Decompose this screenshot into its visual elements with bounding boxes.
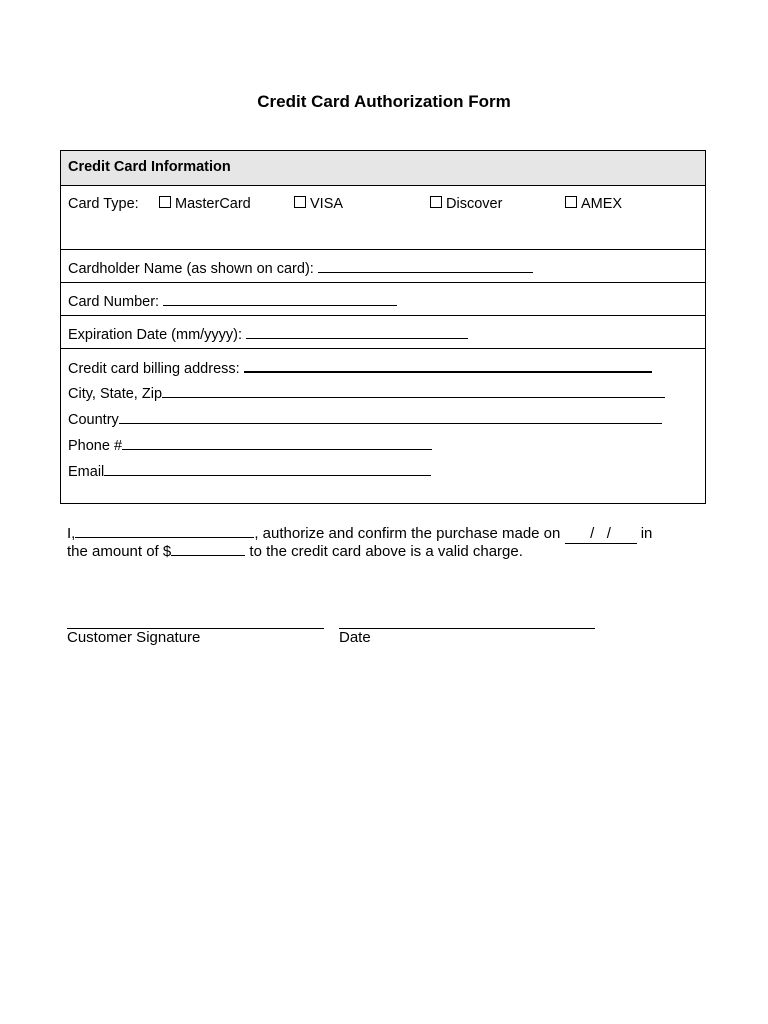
country-line — [68, 409, 705, 435]
authorization-line-2 — [67, 541, 707, 561]
checkbox-icon[interactable] — [430, 196, 442, 208]
credit-card-info-table — [60, 150, 706, 504]
card-option-label: MasterCard — [175, 196, 251, 212]
country-field[interactable] — [119, 409, 662, 424]
city-state-zip-line — [68, 383, 705, 409]
card-option-label: AMEX — [581, 196, 623, 212]
card-option-label: Discover — [446, 196, 503, 212]
card-option-visa[interactable] — [294, 196, 343, 212]
customer-name-field[interactable] — [75, 523, 254, 538]
city-state-zip-field[interactable] — [162, 383, 665, 398]
email-label: Email — [68, 464, 105, 480]
auth-text-part5: to the credit card above is a valid charge. — [249, 543, 523, 560]
card-number-field[interactable] — [163, 291, 397, 306]
email-line — [68, 461, 705, 487]
phone-line — [68, 435, 705, 461]
customer-signature-label: Customer Signature — [67, 629, 201, 646]
auth-text-part4: the amount of $ — [67, 543, 172, 560]
card-type-row — [61, 185, 705, 249]
country-label: Country — [68, 412, 119, 428]
auth-text-part2: , authorize and confirm the purchase made on — [254, 525, 561, 542]
card-number-row — [61, 282, 705, 315]
checkbox-icon[interactable] — [294, 196, 306, 208]
checkbox-icon[interactable] — [159, 196, 171, 208]
billing-address-label: Credit card billing address: — [68, 361, 240, 377]
auth-text-part3: in — [640, 525, 653, 542]
card-option-amex[interactable] — [565, 196, 622, 212]
email-field[interactable] — [104, 461, 431, 476]
billing-address-line — [68, 357, 705, 383]
expiration-date-field[interactable] — [246, 324, 468, 339]
card-option-label: VISA — [310, 196, 344, 212]
auth-text-part1: I, — [67, 525, 76, 542]
city-state-zip-label: City, State, Zip — [68, 386, 163, 402]
purchase-date-field[interactable]: / / — [565, 525, 637, 544]
checkbox-icon[interactable] — [565, 196, 577, 208]
billing-address-field[interactable] — [244, 357, 652, 373]
card-number-label: Card Number: — [68, 294, 160, 310]
phone-field[interactable] — [122, 435, 432, 450]
phone-label: Phone # — [68, 438, 123, 454]
card-option-mastercard[interactable] — [159, 196, 251, 212]
cardholder-name-row — [61, 249, 705, 282]
expiration-date-label: Expiration Date (mm/yyyy): — [68, 327, 243, 343]
card-type-label: Card Type: — [68, 196, 139, 212]
date-label: Date — [339, 629, 371, 646]
section-header: Credit Card Information — [61, 151, 705, 185]
amount-field[interactable] — [171, 541, 245, 556]
card-option-discover[interactable] — [430, 196, 502, 212]
date-signature-line[interactable] — [339, 628, 595, 629]
cardholder-name-label: Cardholder Name (as shown on card): — [68, 261, 314, 277]
expiration-date-row — [61, 315, 705, 348]
form-title: Credit Card Authorization Form — [257, 92, 511, 111]
billing-address-block — [61, 348, 705, 503]
cardholder-name-field[interactable] — [318, 258, 533, 273]
